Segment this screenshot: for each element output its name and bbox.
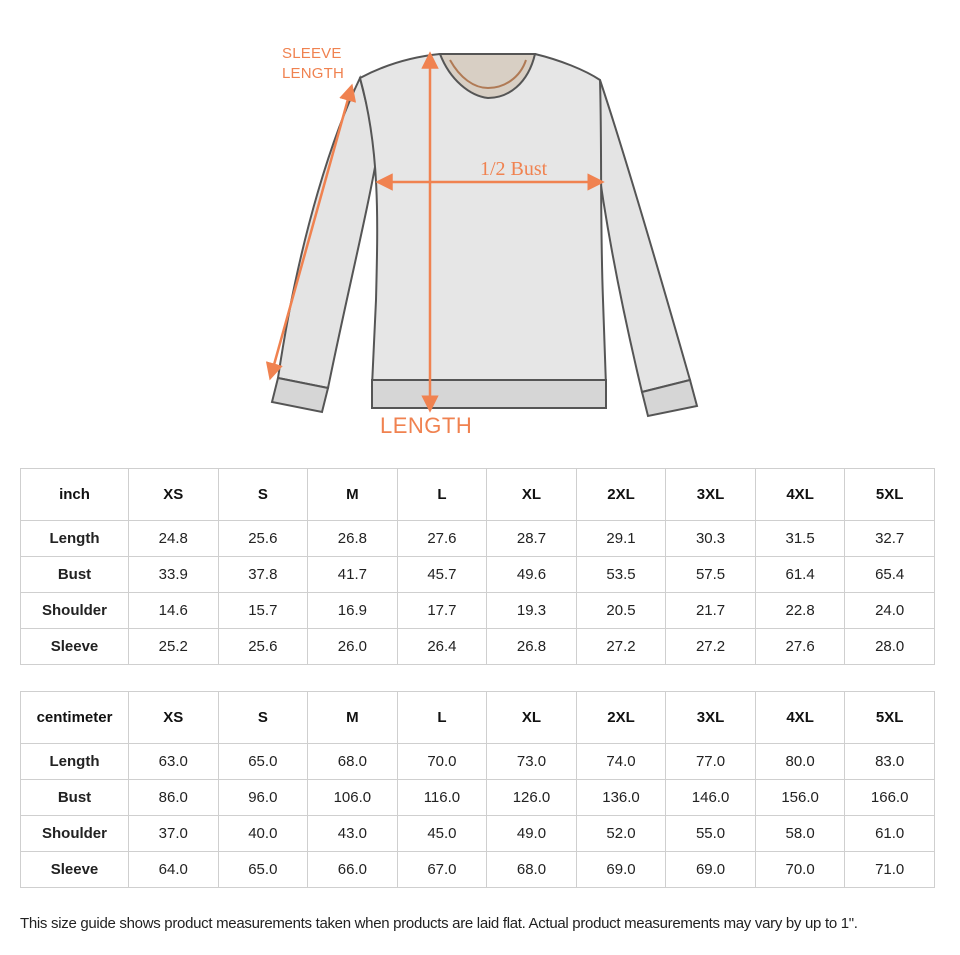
measurement-cell: 25.2 [129,629,219,665]
measurement-cell: 106.0 [308,780,398,816]
measurement-cell: 14.6 [129,593,219,629]
measurement-cell: 30.3 [666,521,756,557]
table-row [21,816,935,852]
measurement-cell: 37.0 [129,816,219,852]
measurement-cell: 156.0 [755,780,845,816]
table-header-row [21,469,935,521]
unit-header: inch [21,469,129,521]
measurement-cell: 49.6 [487,557,577,593]
measurement-cell: 166.0 [845,780,935,816]
measurement-cell: 45.0 [397,816,487,852]
measurement-cell: 69.0 [666,852,756,888]
measurement-cell: 96.0 [218,780,308,816]
size-header: 4XL [755,469,845,521]
measurement-cell: 146.0 [666,780,756,816]
measurement-cell: 65.0 [218,852,308,888]
measurement-cell: 26.0 [308,629,398,665]
measurement-cell: 29.1 [576,521,666,557]
measurement-cell: 61.0 [845,816,935,852]
sleeve-length-label: SLEEVE LENGTH [282,45,345,82]
size-header: L [397,692,487,744]
measurement-cell: 43.0 [308,816,398,852]
measurement-cell: 19.3 [487,593,577,629]
measurement-cell: 26.8 [487,629,577,665]
measurement-cell: 26.4 [397,629,487,665]
size-guide-footnote: This size guide shows product measurements taken when products are laid flat. Actual product measurements may vary by up to 1". [20,915,858,932]
measurement-cell: 58.0 [755,816,845,852]
measurement-cell: 53.5 [576,557,666,593]
size-header: M [308,692,398,744]
measurement-cell: 126.0 [487,780,577,816]
measurement-cell: 37.8 [218,557,308,593]
size-header: XL [487,469,577,521]
measurement-cell: 28.0 [845,629,935,665]
row-label: Length [21,521,129,557]
measurement-cell: 65.0 [218,744,308,780]
size-header: S [218,692,308,744]
size-header: XS [129,469,219,521]
measurement-cell: 80.0 [755,744,845,780]
centimeter-size-table [20,691,935,888]
measurement-cell: 70.0 [397,744,487,780]
measurement-cell: 27.2 [666,629,756,665]
table-row [21,629,935,665]
measurement-cell: 49.0 [487,816,577,852]
measurement-cell: 73.0 [487,744,577,780]
measurement-cell: 74.0 [576,744,666,780]
size-header: 2XL [576,692,666,744]
measurement-cell: 40.0 [218,816,308,852]
measurement-cell: 86.0 [129,780,219,816]
measurement-cell: 66.0 [308,852,398,888]
measurement-cell: 41.7 [308,557,398,593]
table-row [21,852,935,888]
size-header: L [397,469,487,521]
measurement-cell: 21.7 [666,593,756,629]
measurement-cell: 31.5 [755,521,845,557]
measurement-cell: 65.4 [845,557,935,593]
measurement-cell: 116.0 [397,780,487,816]
table-row [21,593,935,629]
size-diagram [0,0,960,450]
measurement-cell: 68.0 [487,852,577,888]
table-row [21,780,935,816]
size-header: 3XL [666,692,756,744]
table-header-row [21,692,935,744]
row-label: Shoulder [21,593,129,629]
length-label: LENGTH [380,413,473,438]
measurement-cell: 15.7 [218,593,308,629]
size-header: 4XL [755,692,845,744]
table-row [21,521,935,557]
measurement-cell: 17.7 [397,593,487,629]
unit-header: centimeter [21,692,129,744]
size-header: XL [487,692,577,744]
size-header: 5XL [845,692,935,744]
measurement-cell: 26.8 [308,521,398,557]
measurement-cell: 57.5 [666,557,756,593]
measurement-cell: 33.9 [129,557,219,593]
measurement-cell: 27.2 [576,629,666,665]
bust-label: 1/2 Bust [480,158,548,180]
sweater-icon [0,0,960,450]
row-label: Length [21,744,129,780]
inch-size-table [20,468,935,665]
measurement-cell: 24.8 [129,521,219,557]
measurement-cell: 25.6 [218,521,308,557]
size-header: 2XL [576,469,666,521]
measurement-cell: 83.0 [845,744,935,780]
measurement-cell: 52.0 [576,816,666,852]
measurement-cell: 45.7 [397,557,487,593]
measurement-cell: 27.6 [397,521,487,557]
row-label: Shoulder [21,816,129,852]
measurement-cell: 28.7 [487,521,577,557]
size-header: 5XL [845,469,935,521]
measurement-cell: 67.0 [397,852,487,888]
measurement-cell: 63.0 [129,744,219,780]
size-header: XS [129,692,219,744]
measurement-cell: 70.0 [755,852,845,888]
measurement-cell: 24.0 [845,593,935,629]
measurement-cell: 71.0 [845,852,935,888]
row-label: Bust [21,780,129,816]
measurement-cell: 61.4 [755,557,845,593]
measurement-cell: 27.6 [755,629,845,665]
row-label: Bust [21,557,129,593]
measurement-cell: 64.0 [129,852,219,888]
measurement-cell: 22.8 [755,593,845,629]
measurement-cell: 55.0 [666,816,756,852]
size-header: S [218,469,308,521]
table-row [21,744,935,780]
row-label: Sleeve [21,852,129,888]
row-label: Sleeve [21,629,129,665]
table-row [21,557,935,593]
size-header: M [308,469,398,521]
measurement-cell: 68.0 [308,744,398,780]
measurement-cell: 16.9 [308,593,398,629]
measurement-cell: 20.5 [576,593,666,629]
size-header: 3XL [666,469,756,521]
measurement-cell: 32.7 [845,521,935,557]
measurement-cell: 25.6 [218,629,308,665]
measurement-cell: 136.0 [576,780,666,816]
measurement-cell: 69.0 [576,852,666,888]
measurement-cell: 77.0 [666,744,756,780]
